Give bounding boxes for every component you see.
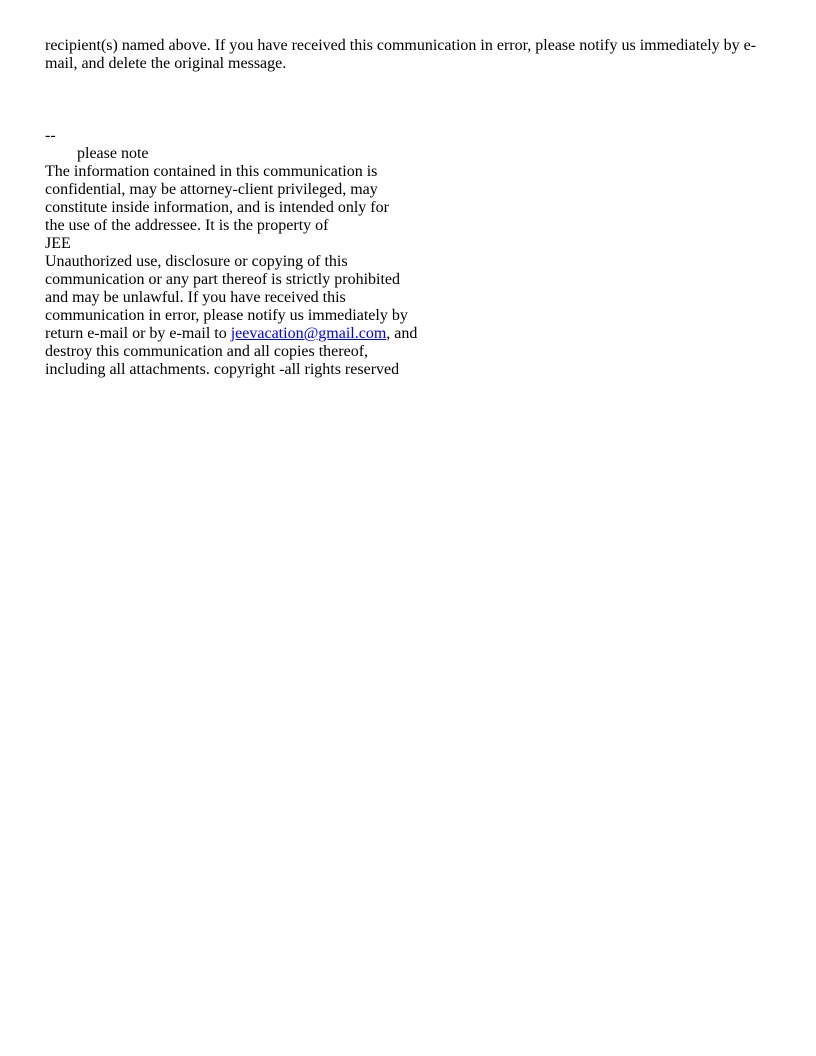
signature-heading: please note <box>77 145 149 162</box>
signature-line: communication or any part thereof is strictly prohibited <box>45 271 401 288</box>
signature-line: confidential, may be attorney-client privileged, may <box>45 181 378 198</box>
signature-owner: JEE <box>45 235 71 252</box>
email-signature <box>45 127 465 379</box>
signature-line: the use of the addressee. It is the property of <box>45 217 329 234</box>
signature-line: constitute inside information, and is intended only for <box>45 199 389 216</box>
email-line-prefix: return e-mail or by e-mail to <box>45 325 231 342</box>
signature-email-line <box>45 325 465 343</box>
signature-line: Unauthorized use, disclosure or copying of this <box>45 253 348 270</box>
signature-line: The information contained in this communication is <box>45 163 378 180</box>
signature-line: communication in error, please notify us immediately by <box>45 307 408 324</box>
disclaimer-line-2: mail, and delete the original message. <box>45 55 287 72</box>
email-link[interactable]: jeevacation@gmail.com <box>230 325 387 342</box>
signature-line: and may be unlawful. If you have received this <box>45 289 346 306</box>
signature-copyright-line: including all attachments. copyright -all rights reserved <box>45 361 400 378</box>
disclaimer-line-1: recipient(s) named above. If you have received this communication in error, please notify us immediately by e- <box>45 37 757 54</box>
signature-line: destroy this communication and all copies thereof, <box>45 343 369 360</box>
signature-separator: -- <box>45 127 56 144</box>
email-line-suffix: , and <box>386 325 418 342</box>
disclaimer-paragraph <box>45 37 770 73</box>
